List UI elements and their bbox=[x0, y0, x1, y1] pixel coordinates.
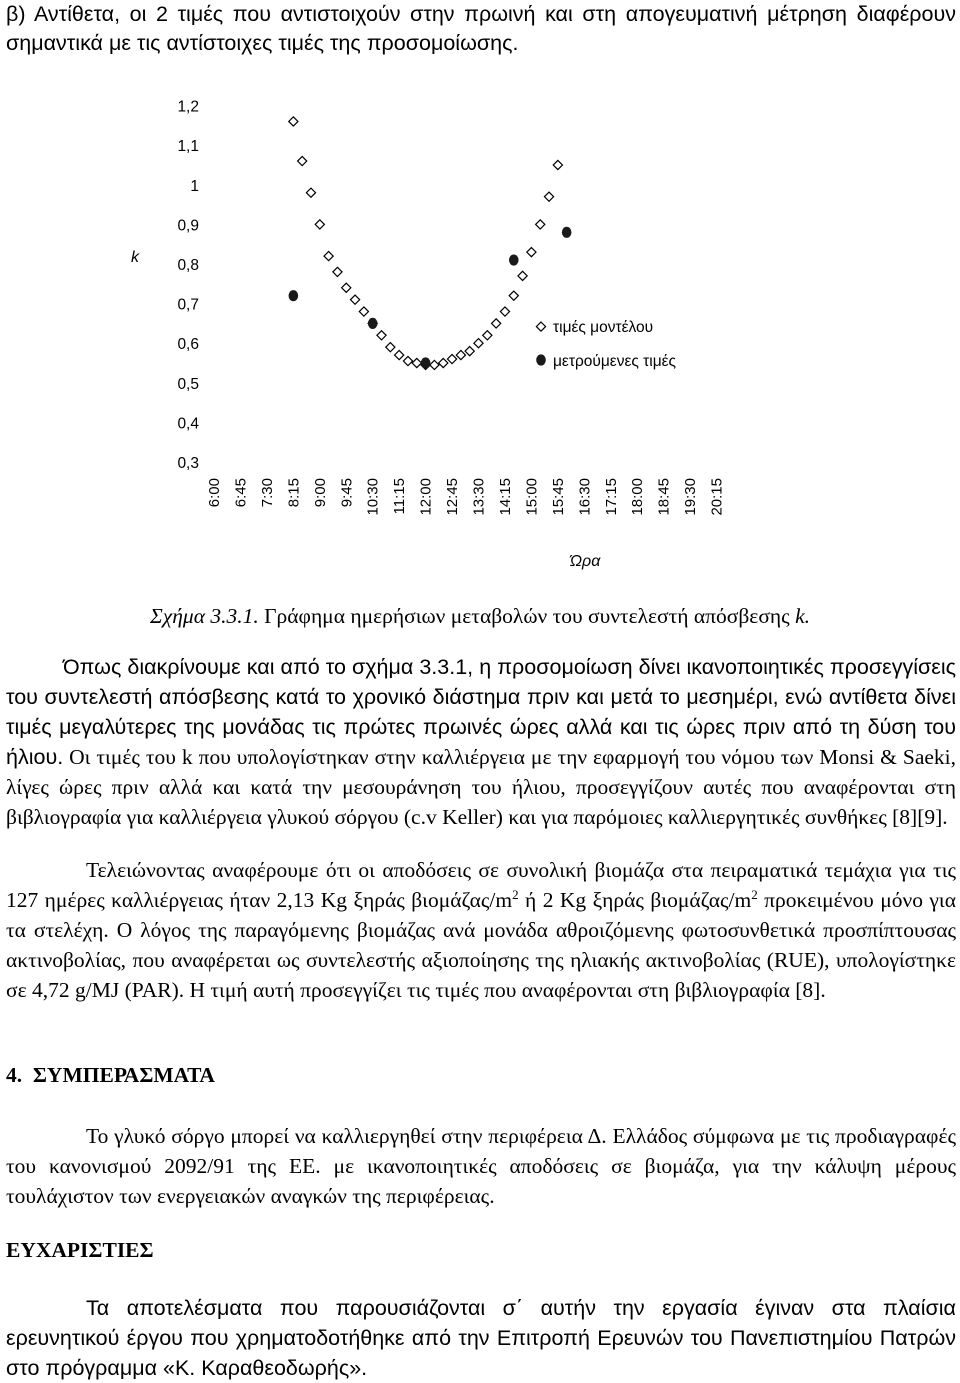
section-heading-acknowledgements: ΕΥΧΑΡΙΣΤΙΕΣ bbox=[6, 1238, 154, 1262]
figure-caption-symbol: k. bbox=[795, 604, 810, 628]
figure-label: Σχήμα 3.3.1. bbox=[150, 604, 259, 628]
model-point bbox=[350, 295, 359, 304]
x-tick-label: 9:00 bbox=[311, 478, 329, 508]
x-tick-label: 15:00 bbox=[523, 478, 541, 516]
y-tick-label: 0,9 bbox=[177, 217, 199, 235]
x-tick-label: 9:45 bbox=[338, 478, 356, 508]
figure-caption bbox=[0, 602, 960, 630]
x-tick-label: 8:15 bbox=[285, 478, 303, 508]
model-point bbox=[483, 331, 492, 340]
model-point bbox=[298, 156, 307, 165]
x-tick-label: 6:00 bbox=[206, 478, 223, 508]
measured-point bbox=[289, 290, 299, 301]
measured-point bbox=[368, 318, 378, 329]
model-point bbox=[306, 188, 315, 197]
model-point bbox=[474, 339, 483, 348]
x-tick-label: 7:30 bbox=[258, 478, 276, 508]
x-tick-label: 19:30 bbox=[682, 478, 700, 516]
x-axis-label-group bbox=[569, 553, 602, 570]
figure-caption-text: Γράφημα ημερήσιων μεταβολών του συντελεστή απόσβεσης bbox=[264, 604, 790, 628]
legend-label-model: τιμές μοντέλου bbox=[553, 319, 654, 336]
section-heading-conclusions: 4. ΣΥΜΠΕΡΑΣΜΑΤΑ bbox=[6, 1063, 215, 1087]
measured-point bbox=[562, 227, 572, 238]
y-tick-label: 0,5 bbox=[177, 375, 199, 393]
measured-series bbox=[289, 227, 572, 369]
y-tick-label: 1,1 bbox=[177, 138, 199, 156]
x-axis-label: Ώρα bbox=[569, 553, 601, 570]
x-tick-label: 14:15 bbox=[496, 478, 514, 516]
model-point bbox=[395, 350, 404, 359]
model-point bbox=[289, 117, 298, 126]
y-tick-label: 0,6 bbox=[177, 336, 199, 354]
x-tick-labels bbox=[206, 478, 726, 516]
model-point bbox=[324, 251, 333, 260]
model-point bbox=[386, 343, 395, 352]
x-tick-label: 18:45 bbox=[655, 478, 673, 516]
model-point bbox=[527, 248, 536, 257]
k-daily-chart bbox=[0, 60, 960, 580]
legend-label-measured: μετρούμενες τιμές bbox=[553, 353, 677, 370]
model-point bbox=[544, 192, 553, 201]
model-point bbox=[447, 354, 456, 363]
x-tick-label: 16:30 bbox=[576, 478, 594, 516]
model-point bbox=[492, 319, 501, 328]
x-tick-label: 20:15 bbox=[708, 478, 726, 516]
body-p2-sup1: 2 bbox=[512, 886, 519, 902]
conclusions-paragraph: Το γλυκό σόργο μπορεί να καλλιεργηθεί στην περιφέρεια Δ. Ελλάδος σύμφωνα με τις προδιαγραφές του κανονισμού 2092/91 της ΕΕ. με ικανοποιητικές αποδόσεις σε βιομάζα, για την κάλυψη μέρους τουλάχιστον των ενεργειακών αναγκών της περιφέρειας. bbox=[6, 1124, 956, 1208]
x-tick-label: 18:00 bbox=[629, 478, 647, 516]
model-point bbox=[536, 220, 545, 229]
model-point bbox=[553, 160, 562, 169]
x-tick-label: 17:15 bbox=[602, 478, 620, 516]
body-p2-sup2: 2 bbox=[751, 886, 758, 902]
x-tick-label: 11:15 bbox=[391, 478, 409, 515]
model-point bbox=[412, 358, 421, 367]
x-tick-label: 6:45 bbox=[232, 478, 250, 508]
model-point bbox=[333, 267, 342, 276]
model-series bbox=[289, 117, 563, 370]
model-point bbox=[359, 307, 368, 316]
body-paragraph-2 bbox=[6, 855, 956, 1005]
y-axis-label-group bbox=[131, 249, 140, 266]
y-tick-label: 1,2 bbox=[177, 98, 199, 116]
model-point bbox=[315, 220, 324, 229]
x-tick-label: 12:45 bbox=[444, 478, 462, 516]
x-tick-label: 10:30 bbox=[364, 478, 382, 516]
model-point bbox=[465, 347, 474, 356]
model-point bbox=[500, 307, 509, 316]
model-point bbox=[439, 358, 448, 367]
x-tick-label: 13:30 bbox=[470, 478, 488, 516]
y-tick-label: 1 bbox=[190, 177, 199, 195]
measured-point bbox=[421, 357, 431, 368]
model-point bbox=[377, 331, 386, 340]
body-p1-part1: Όπως διακρίνουμε και από το σχήμα 3.3.1, η προσομοίωση δίνει ικανοποιητικές προσεγγίσεις του συντελεστή απόσβεσης κατά το χρονικό διάστημα πριν και μετά το μεσημέρι, ενώ αντίθετα δίνει τιμές μεγαλύτερες της μονάδας τις πρώτες πρωινές ώρες αλλά και τις ώρες πριν από τη δύση του ήλιου. bbox=[6, 655, 956, 769]
model-point bbox=[342, 283, 351, 292]
y-axis-label: k bbox=[131, 249, 139, 266]
measured-point bbox=[509, 254, 519, 265]
model-point bbox=[456, 350, 465, 359]
y-tick-label: 0,8 bbox=[177, 257, 199, 274]
body-p2-b: ή 2 Kg ξηράς βιομάζας/m bbox=[518, 888, 752, 912]
body-paragraph-1 bbox=[6, 652, 956, 832]
y-tick-labels bbox=[177, 99, 199, 472]
legend-circle-marker bbox=[536, 354, 546, 365]
x-tick-label: 12:00 bbox=[417, 478, 435, 516]
model-point bbox=[518, 271, 527, 280]
body-p2-c: προκειμένου μόνο για τα στελέχη. Ο λόγος της παραγόμενης βιομάζας ανά μονάδα αθροιζόμενης φωτοσυνθετικά προσπίπτουσας ακτινοβολίας, που αναφέρεται ως συντελεστής αξιοποίησης της ηλιακής ακτινοβολίας (RUE), υπολογίστηκε σε 4,72 g/MJ (PAR). Η τιμή αυτή προσεγγίζει τις τιμές που αναφέρονται στη βιβλιογραφία [8]. bbox=[6, 888, 956, 1002]
model-point bbox=[430, 360, 439, 369]
model-point bbox=[403, 356, 412, 365]
y-tick-label: 0,4 bbox=[177, 415, 199, 433]
y-tick-label: 0,3 bbox=[177, 455, 199, 472]
body-p2-a: Τελειώνοντας αναφέρουμε ότι οι αποδόσεις σε συνολική βιομάζα στα πειραματικά τεμάχια για τις 127 ημέρες καλλιέργειας ήταν 2,13 Kg ξηράς βιομάζας/m bbox=[6, 858, 956, 912]
legend bbox=[536, 319, 676, 370]
body-p1-part2: Οι τιμές του k που υπολογίστηκαν στην καλλιέργεια με την εφαρμογή του νόμου των Monsi & Saeki, λίγες ώρες πριν αλλά και κατά την μεσουράνηση του ήλιου, προσεγγίζουν αυτές που αναφέρονται στη βιβλιογραφία για καλλιέργεια γλυκού σόργου (c.v Keller) και για παρόμοιες καλλιεργητικές συνθήκες [8][9]. bbox=[6, 745, 956, 829]
x-tick-label: 15:45 bbox=[549, 478, 567, 516]
model-point bbox=[509, 291, 518, 300]
legend-diamond-marker bbox=[536, 322, 545, 331]
y-tick-label: 0,7 bbox=[177, 296, 199, 314]
acknowledgements-paragraph: Τα αποτελέσματα που παρουσιάζονται σ΄ αυτήν την εργασία έγιναν στα πλαίσια ερευνητικού έργου που χρηματοδοτήθηκε από την Επιτροπή Ερευνών του Πανεπιστημίου Πατρών στο πρόγραμμα «Κ. Καραθεοδωρής». bbox=[6, 1296, 956, 1380]
intro-paragraph: β) Αντίθετα, οι 2 τιμές που αντιστοιχούν στην πρωινή και στη απογευματινή μέτρηση διαφέρουν σημαντικά με τις αντίστοιχες τιμές της προσομοίωσης. bbox=[6, 2, 956, 55]
